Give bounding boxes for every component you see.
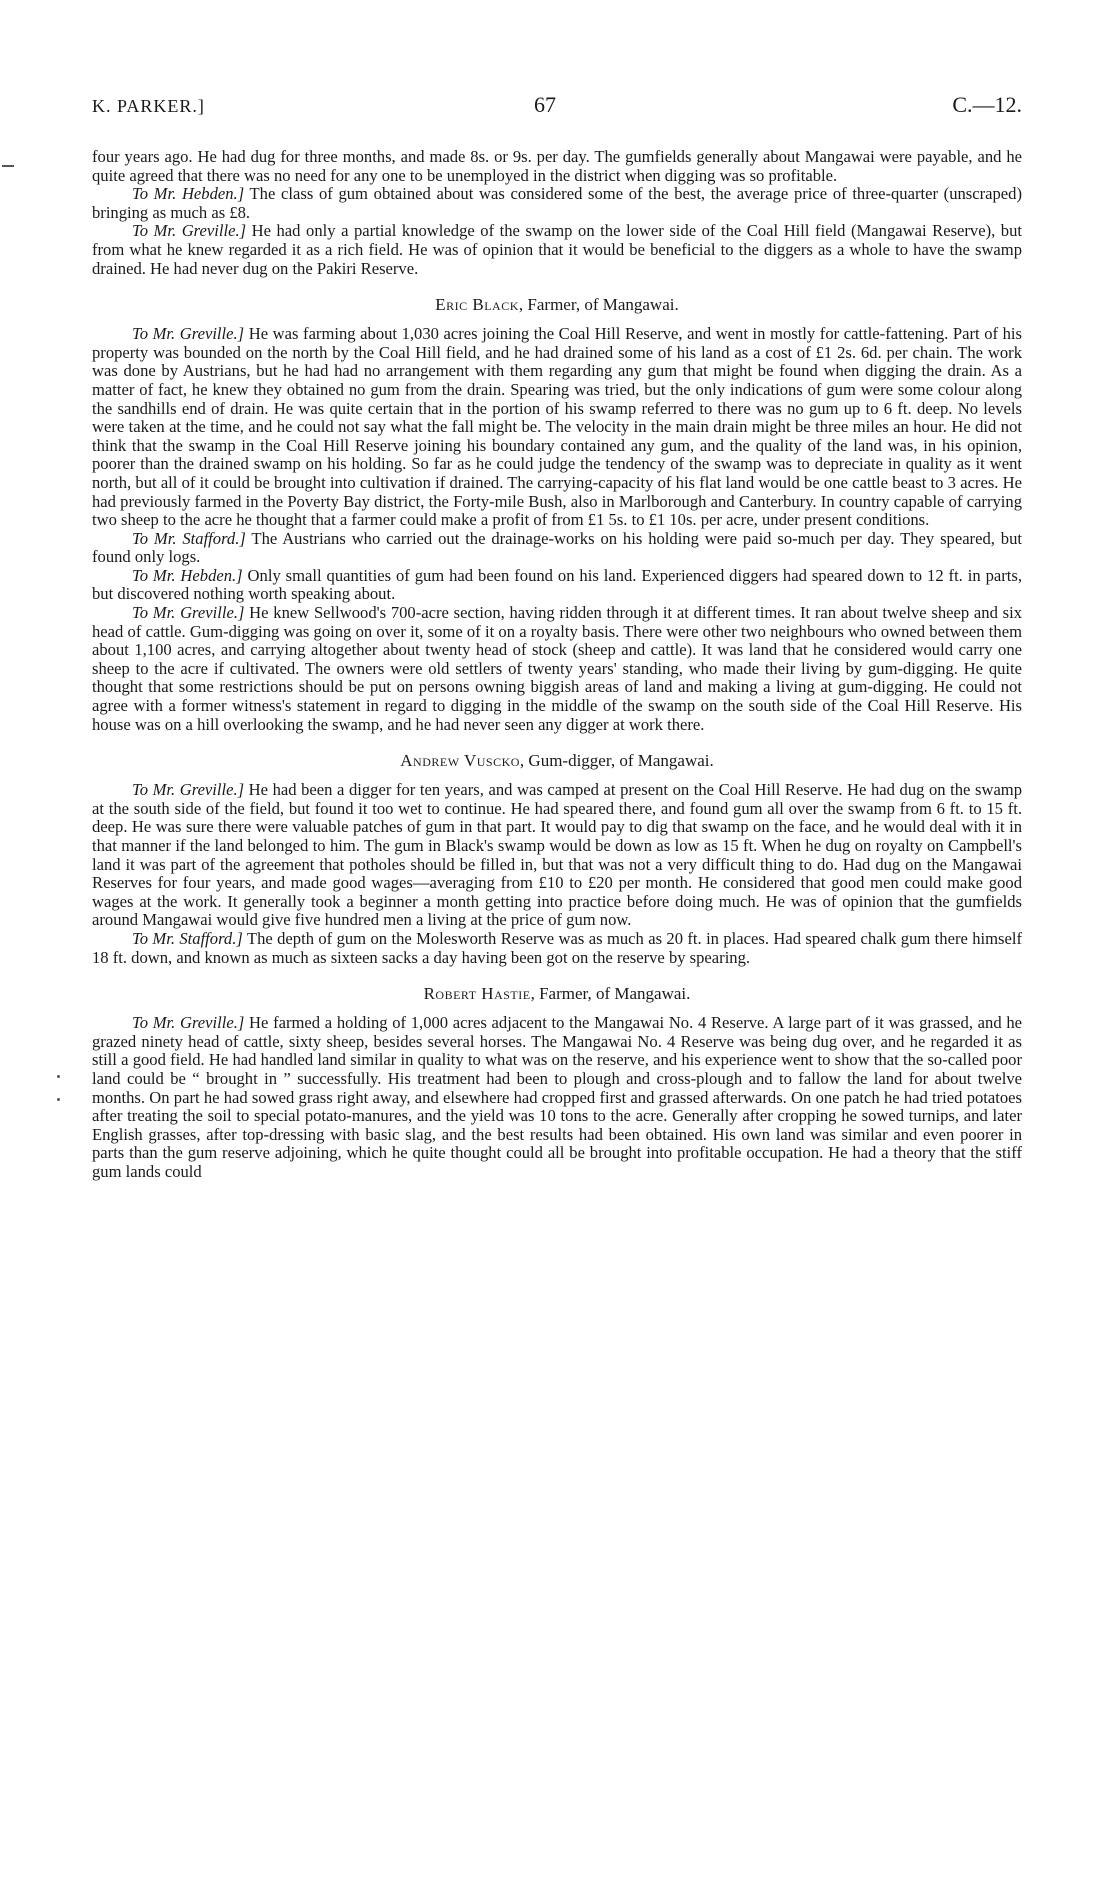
document-reference: C.—12. bbox=[952, 92, 1022, 117]
witness-heading bbox=[92, 295, 1022, 315]
addressee: To Mr. Greville.] bbox=[132, 221, 247, 241]
witness-heading bbox=[92, 984, 1022, 1004]
paragraph: To Mr. Greville.] He farmed a holding of 1,000 acres adjacent to the Mangawai No. 4 Reserve. A large part of it was grassed, and he grazed ninety head of cattle, sixty sheep, besides several horses. The Mangawai No. 4 Reserve was being dug over, and he regarded it as still a good field. He had handled land similar in quality to what was on the reserve, and his experience went to show that the so-called poor land could be “ brought in ” successfully. His treatment had been to plough and cross-plough and to fallow the land for about twelve months. On part he had sowed grass right away, and elsewhere had cropped first and grassed afterwards. On one patch he had tried potatoes after treating the soil to special potato-manures, and the yield was 10 tons to the acre. Generally after cropping he sowed turnips, and later English grasses, after top-dressing with basic slag, and the best results had been obtained. His own land was similar and even poorer in parts than the gum reserve adjoining, which he quite thought could all be brought into profitable occupation. He had a theory that the stiff gum lands could bbox=[92, 1013, 1022, 1181]
addressee: To Mr. Stafford.] bbox=[132, 928, 243, 948]
witness-name: Andrew Vuscko bbox=[400, 751, 520, 771]
margin-dot bbox=[57, 1075, 60, 1078]
paragraph: To Mr. Stafford.] The Austrians who carried out the drainage-works on his holding were paid so-much per day. They speared, but found only logs. bbox=[92, 528, 1022, 567]
witness-role: , Gum-digger, of Mangawai. bbox=[519, 751, 714, 771]
witness-name: Robert Hastie bbox=[423, 984, 531, 1004]
page-header bbox=[92, 92, 1022, 122]
paragraph: To Mr. Greville.] He had only a partial knowledge of the swamp on the lower side of the Coal Hill field (Mangawai Reserve), but from what he knew regarded it as a rich field. He was of opinion that it would be beneficial to the diggers as a whole to have the swamp drained. He had never dug on the Pakiri Reserve. bbox=[92, 221, 1023, 278]
margin-dot bbox=[57, 1098, 60, 1101]
witness-role: , Farmer, of Mangawai. bbox=[530, 984, 691, 1004]
witness-heading bbox=[92, 751, 1022, 771]
addressee: To Mr. Hebden.] bbox=[132, 184, 245, 204]
addressee: To Mr. Greville.] bbox=[132, 324, 245, 344]
paragraph: To Mr. Hebden.] Only small quantities of gum had been found on his land. Experienced diggers had speared down to 12 ft. in parts, but discovered nothing worth speaking about. bbox=[92, 565, 1022, 604]
page-number: 67 bbox=[534, 92, 556, 117]
margin-mark bbox=[2, 165, 14, 167]
paragraph: To Mr. Stafford.] The depth of gum on the Molesworth Reserve was as much as 20 ft. in places. Had speared chalk gum there himself 18 ft. down, and known as much as sixteen sacks a day having been got on the reserve by spearing. bbox=[92, 928, 1022, 967]
paragraph: To Mr. Greville.] He knew Sellwood's 700-acre section, having ridden through it at different times. It ran about twelve sheep and six head of cattle. Gum-digging was going on over it, some of it on a royalty basis. There were other two neighbours who owned between them about 1,100 acres, and carrying altogether about twenty head of stock (sheep and cattle). It was land that he considered would carry one sheep to the acre if cultivated. The owners were old settlers of twenty years' standing, who made their living by gum-digging. He quite thought that some restrictions should be put on persons owning biggish areas of land and making a living at gum-digging. He could not agree with a former witness's statement in regard to digging in the middle of the swamp on the south side of the Coal Hill Reserve. His house was on a hill overlooking the swamp, and he had never seen any digger at work there. bbox=[92, 603, 1022, 734]
document-body bbox=[92, 148, 1022, 1182]
witness-role: , Farmer, of Mangawai. bbox=[518, 295, 679, 315]
addressee: To Mr. Greville.] bbox=[132, 603, 245, 623]
addressee: To Mr. Greville.] bbox=[132, 780, 245, 800]
paragraph: To Mr. Greville.] He had been a digger for ten years, and was camped at present on the Coal Hill Reserve. He had dug on the swamp at the south side of the field, but found it too wet to continue. He had speared there, and found gum all over the swamp from 6 ft. to 15 ft. deep. He was sure there were valuable patches of gum in that part. It would pay to dig that swamp on the face, and he would deal with it in that manner if the land belonged to him. The gum in Black's swamp would be down as low as 15 ft. When he dug on royalty on Campbell's land it was part of the agreement that potholes should be filled in, but that was not a very difficult thing to do. Had dug on the Mangawai Reserves for four years, and made good wages—averaging from £10 to £20 per month. He considered that good men could make good wages at the work. It generally took a beginner a month getting into practice before doing much. He was of opinion that the gumfields around Mangawai would give five hundred men a living at the price of gum now. bbox=[92, 780, 1023, 930]
header-author: K. PARKER.] bbox=[92, 96, 205, 116]
addressee: To Mr. Stafford.] bbox=[132, 528, 246, 548]
addressee: To Mr. Hebden.] bbox=[132, 565, 243, 585]
witness-name: Eric Black bbox=[435, 295, 519, 315]
paragraph: To Mr. Greville.] He was farming about 1,030 acres joining the Coal Hill Reserve, and went in mostly for cattle-fattening. Part of his property was bounded on the north by the Coal Hill field, and he had drained some of his land as a cost of £1 2s. 6d. per chain. The work was done by Austrians, but he had had no arrangement with them regarding any gum that might be found when digging the drain. As a matter of fact, he knew they obtained no gum from the drain. Spearing was tried, but the only indications of gum were some colour along the sandhills end of drain. He was quite certain that in the portion of his swamp referred to there was no gum up to 6 ft. deep. No levels were taken at the time, and he could not say what the fall might be. The velocity in the main drain might be three miles an hour. He did not think that the swamp in the Coal Hill Reserve joining his boundary contained any gum, and the quality of the land was, in his opinion, poorer than the drained swamp on his holding. So far as he could judge the tendency of the swamp was to depreciate in quality as it went north, but all of it could be brought into cultivation if drained. The carrying-capacity of his flat land would be one cattle beast to 3 acres. He had previously farmed in the Poverty Bay district, the Forty-mile Bush, also in Marlborough and Canterbury. In country capable of carrying two sheep to the acre he thought that a farmer could make a profit of from £1 5s. to £1 10s. per acre, under present conditions. bbox=[92, 324, 1022, 530]
addressee: To Mr. Greville.] bbox=[132, 1013, 245, 1033]
paragraph: four years ago. He had dug for three months, and made 8s. or 9s. per day. The gumfields generally about Mangawai were payable, and he quite agreed that there was no need for any one to be unemployed in the district when digging was so profitable. bbox=[92, 147, 1022, 185]
paragraph: To Mr. Hebden.] The class of gum obtained about was considered some of the best, the average price of three-quarter (unscraped) bringing as much as £8. bbox=[92, 184, 1022, 222]
